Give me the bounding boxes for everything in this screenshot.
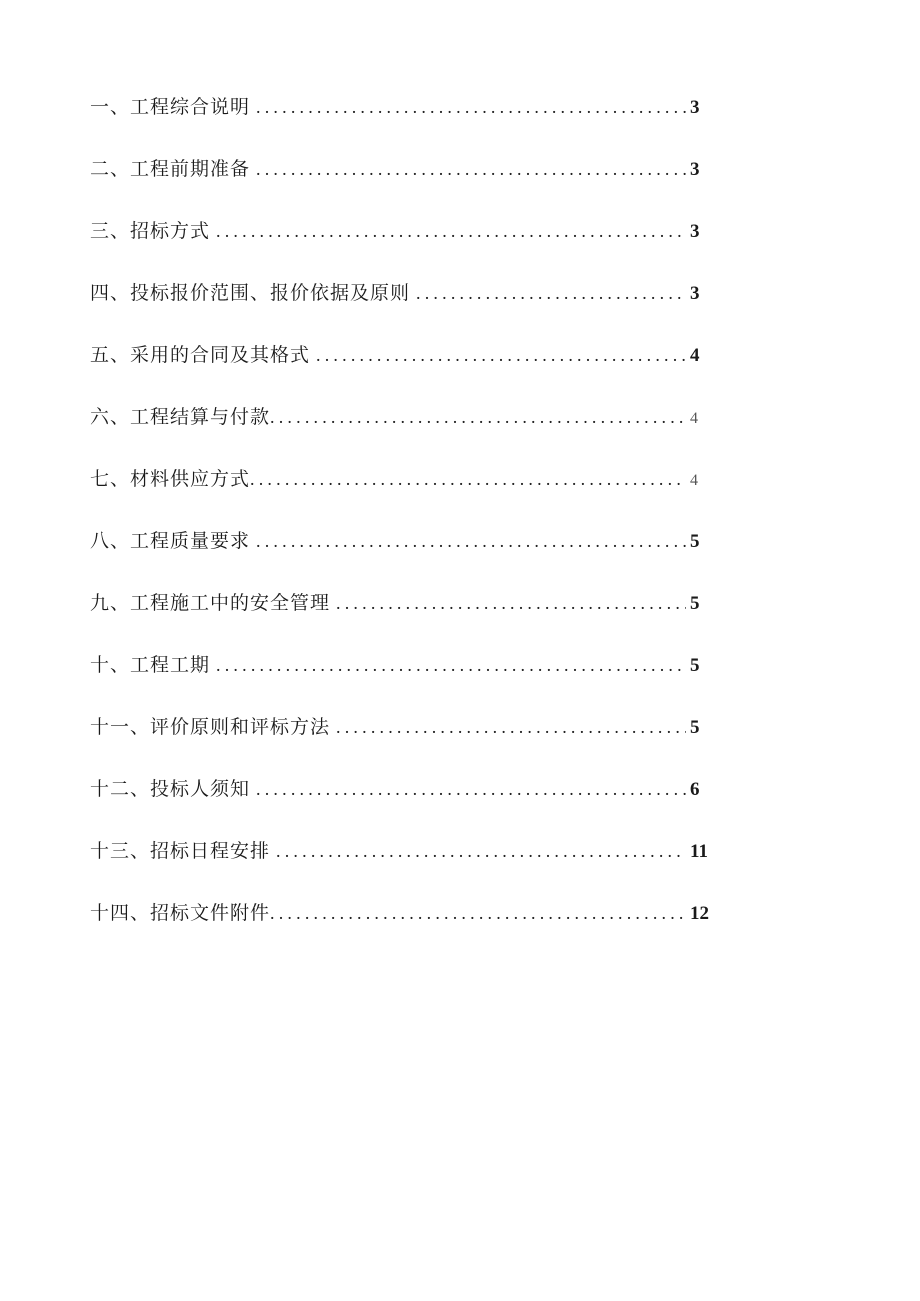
toc-entry-page: 6 (690, 779, 700, 800)
toc-entry-page: 5 (690, 717, 700, 738)
toc-entry-title: 二、工程前期准备 (90, 158, 251, 180)
toc-dot-leader (256, 154, 686, 184)
toc-entry[interactable] (90, 898, 716, 960)
toc-entry[interactable] (90, 278, 716, 340)
toc-entry[interactable] (90, 588, 716, 650)
toc-entry-title: 三、招标方式 (90, 220, 211, 242)
toc-entry[interactable] (90, 526, 716, 588)
toc-entry-title: 十三、招标日程安排 (90, 840, 271, 862)
toc-entry-page: 3 (690, 221, 700, 242)
toc-entry-title: 六、工程结算与付款 (90, 406, 271, 428)
toc-entry[interactable] (90, 464, 716, 526)
toc-entry-page: 5 (690, 531, 700, 552)
toc-entry-page: 5 (690, 655, 700, 676)
toc-entry-title: 一、工程综合说明 (90, 96, 251, 118)
toc-entry-title: 七、材料供应方式 (90, 468, 251, 490)
toc-entry-page: 11 (690, 841, 708, 862)
toc-entry[interactable] (90, 402, 716, 464)
toc-entry-page: 4 (690, 410, 698, 427)
toc-entry[interactable] (90, 774, 716, 836)
toc-entry-title: 十二、投标人须知 (90, 778, 251, 800)
toc-dot-leader (256, 774, 686, 804)
toc-entry-page: 3 (690, 97, 700, 118)
toc-dot-leader (336, 588, 686, 618)
toc-entry-title: 十四、招标文件附件 (90, 902, 271, 924)
toc-entry-page: 3 (690, 283, 700, 304)
toc-dot-leader (270, 402, 686, 432)
toc-entry-page: 12 (690, 903, 709, 924)
toc-entry-title: 四、投标报价范围、报价依据及原则 (90, 282, 411, 304)
toc-entry[interactable] (90, 92, 716, 154)
toc-dot-leader (216, 650, 686, 680)
toc-dot-leader (316, 340, 686, 370)
toc-dot-leader (270, 898, 686, 928)
toc-dot-leader (256, 526, 686, 556)
toc-entry-page: 4 (690, 472, 698, 489)
toc-dot-leader (250, 464, 686, 494)
toc-entry[interactable] (90, 836, 716, 898)
toc-entry[interactable] (90, 340, 716, 402)
toc-entry-page: 5 (690, 593, 700, 614)
toc-entry-title: 十、工程工期 (90, 654, 211, 676)
toc-entry[interactable] (90, 650, 716, 712)
toc-entry-title: 十一、评价原则和评标方法 (90, 716, 331, 738)
toc-entry-page: 4 (690, 345, 700, 366)
toc-dot-leader (416, 278, 686, 308)
toc-entry-page: 3 (690, 159, 700, 180)
toc-entry-title: 五、采用的合同及其格式 (90, 344, 311, 366)
table-of-contents (90, 92, 716, 960)
toc-dot-leader (256, 92, 686, 122)
toc-entry-title: 八、工程质量要求 (90, 530, 251, 552)
toc-dot-leader (276, 836, 686, 866)
toc-dot-leader (336, 712, 686, 742)
toc-entry[interactable] (90, 216, 716, 278)
toc-dot-leader (216, 216, 686, 246)
toc-entry[interactable] (90, 154, 716, 216)
toc-entry-title: 九、工程施工中的安全管理 (90, 592, 331, 614)
toc-entry[interactable] (90, 712, 716, 774)
